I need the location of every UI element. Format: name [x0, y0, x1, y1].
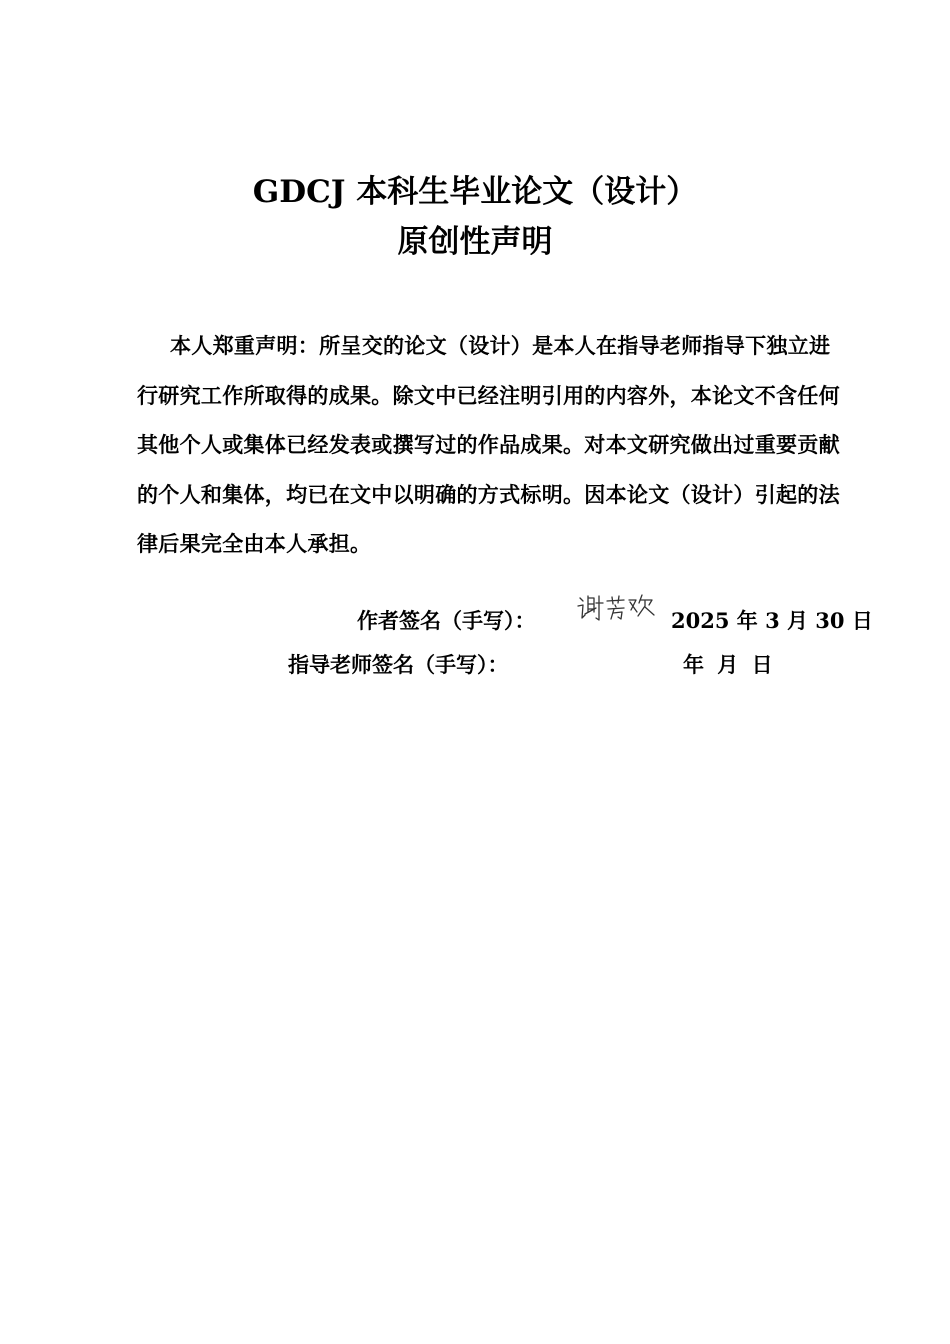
document-subtitle: 原创性声明: [397, 224, 553, 260]
author-signature-label: 作者签名（手写）：: [357, 608, 536, 633]
advisor-signature-label: 指导老师签名（手写）：: [288, 652, 509, 677]
document-title: GDCJ 本科生毕业论文（设计）: [252, 174, 698, 210]
author-signature-date: 2025 年 3 月 30 日: [671, 608, 873, 633]
declaration-statement: 本人郑重声明：所呈交的论文（设计）是本人在指导老师指导下独立进行研究工作所取得的成果。除文中已经注明引用的内容外，本论文不含任何其他个人或集体已经发表或撰写过的作品成果。对本文研究做出过重要贡献的个人和集体，均已在文中以明确的方式标明。因本论文（设计）引起的法律后果完全由本人承担。: [137, 333, 840, 556]
author-handwritten-signature: [574, 588, 660, 628]
advisor-signature-date: 年 月 日: [683, 652, 773, 677]
signature-scribble: [574, 588, 660, 628]
